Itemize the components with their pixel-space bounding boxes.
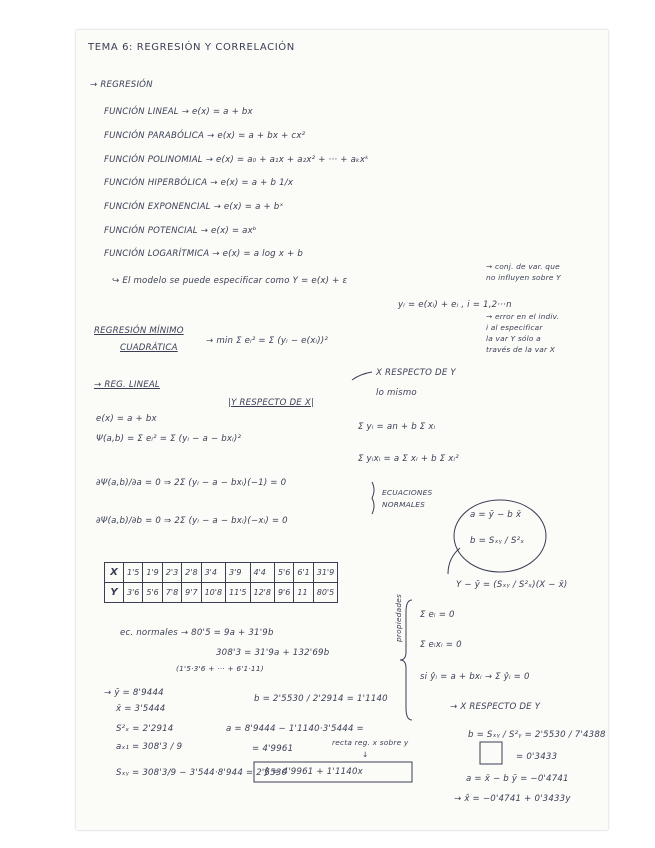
table-cell: 1'5 bbox=[124, 563, 143, 583]
table-cell: 6'1 bbox=[294, 563, 313, 583]
model-line: ↪ El modelo se puede especificar como Y = e(x) + ε bbox=[112, 276, 348, 286]
table-sum: 31'9 bbox=[313, 563, 337, 583]
xhat-line: → x̂ = −0'4741 + 0'3433y bbox=[454, 794, 571, 804]
notebook-page bbox=[76, 30, 608, 830]
stat-line: S²ₓ = 2'2914 bbox=[116, 724, 174, 734]
property-line: Σ eᵢ = 0 bbox=[420, 610, 455, 620]
property-line: Σ eᵢxᵢ = 0 bbox=[420, 640, 462, 650]
subheading: → X RESPECTO DE Y bbox=[450, 702, 541, 712]
table-cell: 9'6 bbox=[274, 583, 293, 603]
regression-line-formula: Y − ȳ = (Sₓᵧ / S²ₓ)(X − x̄) bbox=[456, 580, 568, 590]
boxed-label: |Y RESPECTO DE X| bbox=[228, 398, 315, 408]
table-cell: 12'8 bbox=[250, 583, 274, 603]
equation-line: ∂Ψ(a,b)/∂a = 0 ⇒ 2Σ (yᵢ − a − bxᵢ)(−1) = 0 bbox=[96, 478, 287, 488]
b2-calculation: b = Sₓᵧ / S²ᵧ = 2'5530 / 7'4388 bbox=[468, 730, 606, 740]
subheading: lo mismo bbox=[376, 388, 417, 398]
function-line: FUNCIÓN POLINOMIAL → e(x) = a₀ + a₁x + a₂x² + ··· + aₖxᵏ bbox=[104, 155, 370, 165]
row-header: Y bbox=[105, 583, 124, 603]
note-line: → error en el indiv. bbox=[486, 312, 560, 321]
table-cell: 1'9 bbox=[143, 563, 162, 583]
model-equation: yᵢ = e(xᵢ) + eᵢ , i = 1,2···n bbox=[398, 300, 512, 310]
table-cell: 3'4 bbox=[201, 563, 225, 583]
function-line: FUNCIÓN PARABÓLICA → e(x) = a + bx + cx² bbox=[104, 131, 306, 141]
note-line: → conj. de var. que bbox=[486, 262, 560, 271]
table-sum: 80'5 bbox=[313, 583, 337, 603]
note-line: no influyen sobre Y bbox=[486, 273, 561, 282]
table-cell: 9'7 bbox=[182, 583, 201, 603]
table-cell: 4'4 bbox=[250, 563, 274, 583]
function-line: FUNCIÓN EXPONENCIAL → e(x) = a + bˣ bbox=[104, 202, 284, 212]
table-cell: 5'6 bbox=[274, 563, 293, 583]
equation-line: ∂Ψ(a,b)/∂b = 0 ⇒ 2Σ (yᵢ − a − bxᵢ)(−xᵢ) = 0 bbox=[96, 516, 288, 526]
equation-line: ec. normales → 80'5 = 9a + 31'9b bbox=[120, 628, 274, 638]
brace-ecuaciones bbox=[372, 482, 374, 514]
b2-box bbox=[480, 742, 502, 764]
stat-line: aₓ₁ = 308'3 / 9 bbox=[116, 742, 183, 752]
section-heading: → REGRESIÓN bbox=[90, 80, 153, 90]
normal-equation: Σ yᵢ = an + b Σ xᵢ bbox=[358, 422, 436, 432]
final-regression-line: ŷ = 4'9961 + 1'1140x bbox=[264, 767, 363, 777]
mco-label: REGRESIÓN MÍNIMO bbox=[94, 326, 184, 336]
equation-line: Ψ(a,b) = Σ eᵢ² = Σ (yᵢ − a − bxᵢ)² bbox=[96, 434, 242, 444]
table-cell: 2'8 bbox=[182, 563, 201, 583]
table-cell: 11 bbox=[294, 583, 313, 603]
curve-x-respecto-y bbox=[352, 372, 372, 380]
a-calculation: a = 8'9444 − 1'1140·3'5444 = bbox=[226, 724, 364, 734]
table-cell: 2'3 bbox=[162, 563, 181, 583]
function-line: FUNCIÓN POTENCIAL → e(x) = axᵇ bbox=[104, 226, 257, 236]
recta-label: ↓ bbox=[362, 750, 369, 759]
table-row bbox=[105, 563, 338, 583]
normal-equation: Σ yᵢxᵢ = a Σ xᵢ + b Σ xᵢ² bbox=[358, 454, 459, 464]
stat-line: → ȳ = 8'9444 bbox=[104, 688, 164, 698]
table-cell: 10'8 bbox=[201, 583, 225, 603]
function-line: FUNCIÓN HIPERBÓLICA → e(x) = a + b 1/x bbox=[104, 178, 294, 188]
a-calculation: = 4'9961 bbox=[252, 744, 294, 754]
note-line: i al especificar bbox=[486, 323, 543, 332]
subheading: X RESPECTO DE Y bbox=[376, 368, 456, 378]
section-heading: → REG. LINEAL bbox=[94, 380, 160, 390]
label-ecuaciones: NORMALES bbox=[382, 500, 425, 509]
table-cell: 7'8 bbox=[162, 583, 181, 603]
mco-label: CUADRÁTICA bbox=[120, 343, 178, 353]
function-line: FUNCIÓN LOGARÍTMICA → e(x) = a log x + b bbox=[104, 249, 303, 259]
table-cell: 5'6 bbox=[143, 583, 162, 603]
a2-calculation: a = x̄ − b ȳ = −0'4741 bbox=[466, 774, 569, 784]
table-cell: 3'6 bbox=[124, 583, 143, 603]
stat-line: x̄ = 3'5444 bbox=[116, 704, 166, 714]
recta-label: recta reg. x sobre y bbox=[332, 738, 409, 747]
page-title: TEMA 6: REGRESIÓN Y CORRELACIÓN bbox=[88, 42, 295, 53]
table-cell: 11'5 bbox=[226, 583, 250, 603]
row-header: X bbox=[105, 563, 124, 583]
b2-calculation: = 0'3433 bbox=[516, 752, 558, 762]
function-line: FUNCIÓN LINEAL → e(x) = a + bx bbox=[104, 107, 253, 117]
stat-line: Sₓᵧ = 308'3/9 − 3'544·8'944 = 2'5530 bbox=[116, 768, 288, 778]
equation-line: 308'3 = 31'9a + 132'69b bbox=[216, 648, 330, 658]
table-row bbox=[105, 583, 338, 603]
equation-line: e(x) = a + bx bbox=[96, 414, 157, 424]
propiedades-label: propiedades bbox=[394, 593, 403, 642]
note-line: través de la var X bbox=[486, 345, 556, 354]
b-calculation: b = 2'5530 / 2'2914 = 1'1140 bbox=[254, 694, 388, 704]
equation-note: (1'5·3'6 + ··· + 6'1·11) bbox=[176, 664, 264, 673]
note-line: la var Y sólo a bbox=[486, 334, 541, 343]
circle-formula: a = ȳ − b x̄ bbox=[470, 510, 522, 520]
circle-formula: b = Sₓᵧ / S²ₓ bbox=[470, 536, 525, 546]
property-line: si ŷᵢ = a + bxᵢ → Σ ŷᵢ = 0 bbox=[420, 672, 530, 682]
data-table bbox=[104, 562, 338, 603]
mco-equation: → min Σ eᵢ² = Σ (yᵢ − e(xᵢ))² bbox=[206, 336, 328, 346]
label-ecuaciones: ECUACIONES bbox=[382, 488, 433, 497]
table-cell: 3'9 bbox=[226, 563, 250, 583]
